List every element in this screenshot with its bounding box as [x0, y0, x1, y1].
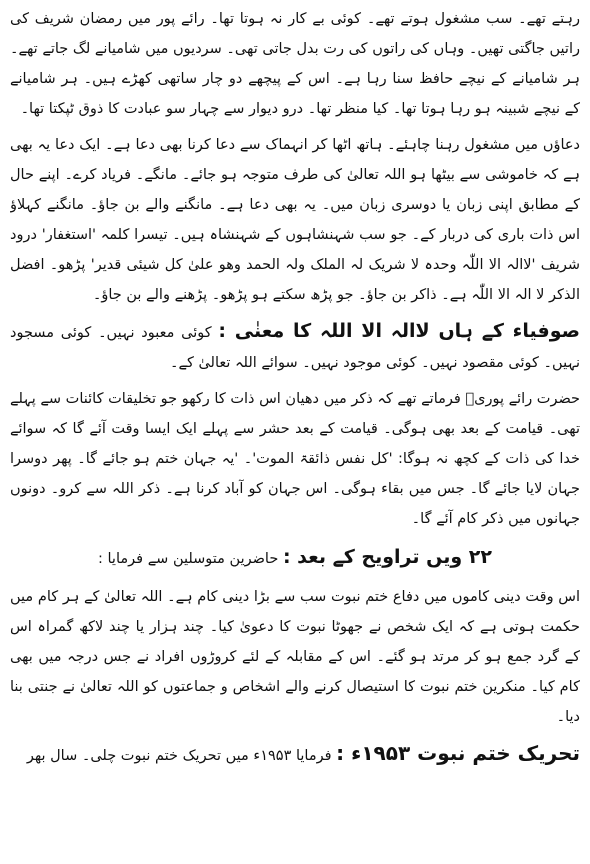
sufi-meaning-heading: صوفیاء کے ہاں لاالہ الا اللہ کا معنٰی : [218, 320, 580, 342]
taraweeh-heading-line [10, 540, 580, 576]
tehreek-text: فرمایا ۱۹۵۳ء میں تحریک ختم نبوت چلی۔ سال بھر [26, 748, 337, 764]
taraweeh-heading: ۲۲ ویں تراویح کے بعد : [282, 546, 492, 568]
sufi-meaning-paragraph [10, 316, 580, 378]
sufi-meaning-text: کوئی معبود نہیں۔ کوئی مسجود نہیں۔ کوئی مقصود نہیں۔ کوئی موجود نہیں۔ سوائے اللہ تعالیٰ کے۔ [10, 325, 580, 371]
paragraph-ramadan-nights: رہتے تھے۔ سب مشغول ہوتے تھے۔ کوئی بے کار نہ ہوتا تھا۔ رائے پور میں رمضان شریف کی راتیں جاگتی تھیں۔ وہاں کی راتوں کی رت بدل جاتی تھی۔ سردیوں میں شامیانے لگ جاتے تھے۔ ہر شامیانے کے نیچے حافظ سنا رہا ہے۔ اس کے پیچھے دو چار ساتھی کھڑے ہیں۔ ہر شامیانے کے نیچے شبینہ ہو رہا ہوتا تھا۔ کیا منظر تھا۔ درو دیوار سے چہار سو عبادت کا ذوق ٹپکتا تھا۔ [10, 11, 580, 117]
taraweeh-text: حاضرین متوسلین سے فرمایا : [98, 551, 283, 567]
paragraph-khatm-nabuwat-defense: اس وقت دینی کاموں میں دفاع ختم نبوت سب سے بڑا دینی کام ہے۔ اللہ تعالیٰ کے ہر کام میں حکمت ہوتی ہے کہ ایک شخص نے جھوٹا نبوت کا دعویٰ کیا۔ چند ہزار یا چند لاکھ گمراہ اس کے گرد جمع ہو کر مرتد ہو گئے۔ اس کے مقابلہ کے لئے کروڑوں افراد نے جس درجہ میں بھی کام کیا۔ منکرین ختم نبوت کا استیصال کرنے والے اشخاص و جماعتوں کو اللہ تعالیٰ نے جنتی بنا دیا۔ [10, 589, 580, 725]
document-page [10, 4, 580, 860]
paragraph-hazrat-raipuri: حضرت رائے پوریؒ فرماتے تھے کہ ذکر میں دھیان اس ذات کا رکھو جو تخلیقات کائنات سے پہلے تھی۔ قیامت کے بعد بھی ہوگی۔ قیامت کے بعد حشر سے پہلے ایک ایسا وقت آئے گا کہ سوائے خدا کی ذات کے کچھ نہ ہوگا: 'کل نفس ذائقۃ الموت'۔ 'یہ جہان ختم ہو جائے گا۔ پھر دوسرا جہان لایا جائے گا۔ جس میں بقاء ہوگی۔ اس جہان کو آباد کرنا ہے۔ ذکر اللہ سے کرو۔ دونوں جہانوں میں ذکر کام آئے گا۔ [10, 391, 580, 527]
tehreek-paragraph [10, 738, 580, 771]
tehreek-heading: تحریک ختم نبوت ۱۹۵۳ء : [336, 741, 580, 765]
paragraph-duas: دعاؤں میں مشغول رہنا چاہئے۔ ہاتھ اٹھا کر انہماک سے دعا کرنا بھی دعا ہے۔ ایک دعا یہ بھی ہے کہ خاموشی سے بیٹھا ہو اللہ تعالیٰ کی طرف متوجہ ہو جائے۔ مانگے۔ فریاد کرے۔ اپنے حال کے مطابق اپنی زبان یا دوسری زبان میں۔ یہ بھی دعا ہے۔ مانگنے والے بن جاؤ۔ مانگنے کہلاؤ اس ذات باری کی دربار کے۔ جو سب شہنشاہوں کے شہنشاہ ہیں۔ تیسرا کلمہ 'استغفار' درود شریف 'لاالہ الا اللّٰہ وحدہ لا شریک لہ الملک ولہ الحمد وھو علیٰ کل شیئی قدیر' پڑھو۔ افضل الذکر لا الہ الا اللّٰہ ہے۔ ذاکر بن جاؤ۔ جو پڑھ سکتے ہو پڑھو۔ پڑھنے والے بن جاؤ۔ [10, 137, 580, 303]
